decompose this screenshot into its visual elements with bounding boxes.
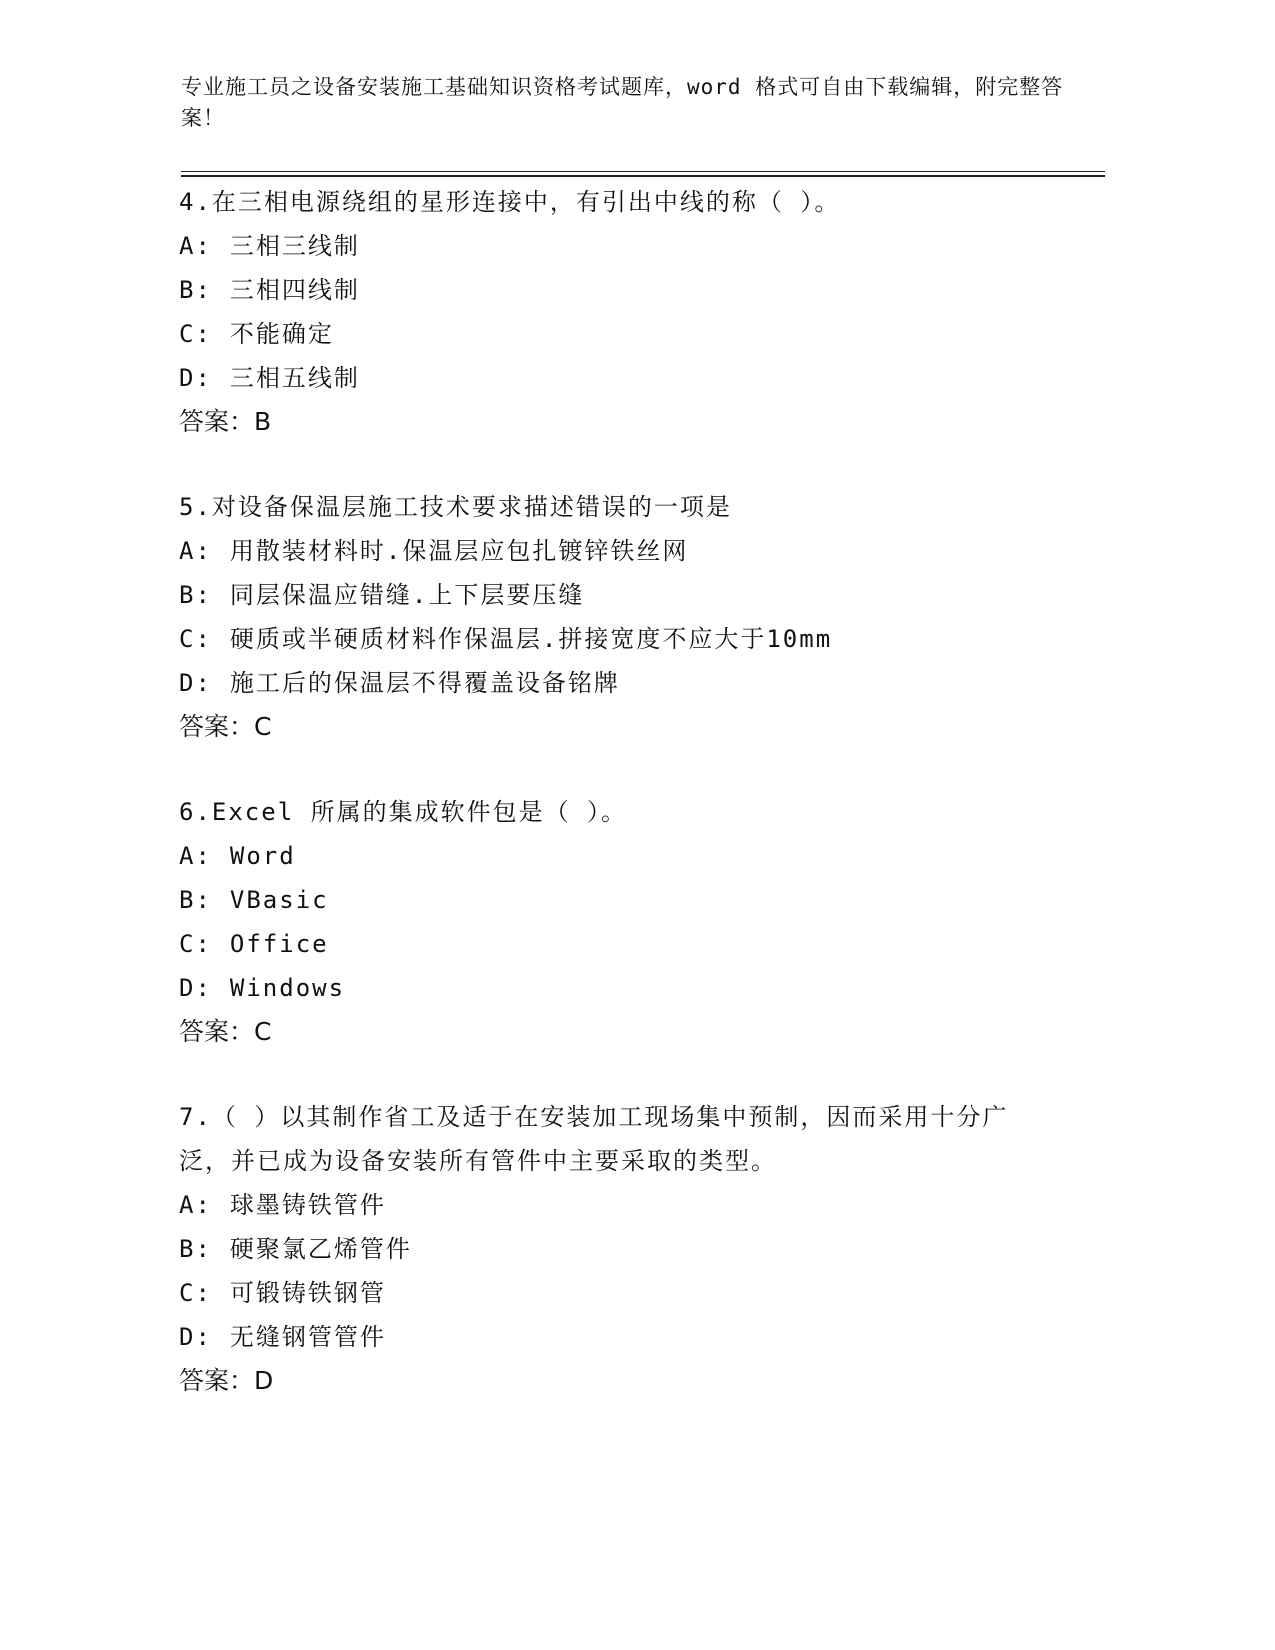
option-text: Office <box>229 930 329 958</box>
option-text: 硬质或半硬质材料作保温层.拼接宽度不应大于10mm <box>229 625 833 653</box>
option-b <box>179 878 1059 922</box>
question-stem: 6.Excel 所属的集成软件包是（ ）。 <box>179 798 628 826</box>
option-letter: C: <box>179 1279 212 1307</box>
option-letter: A: <box>179 537 212 565</box>
option-d <box>179 356 1059 400</box>
option-b <box>179 573 1059 617</box>
option-letter: C: <box>179 625 212 653</box>
question-stem: 7.（ ）以其制作省工及适于在安装加工现场集中预制，因而采用十分广泛，并已成为设备安装所有管件中主要采取的类型。 <box>179 1103 1009 1175</box>
answer-line: 答案：B <box>179 407 272 436</box>
document-header-text: 专业施工员之设备安装施工基础知识资格考试题库，word 格式可自由下载编辑，附完整答案！ <box>181 75 1064 130</box>
option-text: 用散装材料时.保温层应包扎镀锌铁丝网 <box>229 537 689 565</box>
option-letter: B: <box>179 886 212 914</box>
answer-line: 答案：D <box>179 1366 274 1395</box>
option-b <box>179 268 1059 312</box>
option-text: 三相三线制 <box>229 232 360 260</box>
option-a <box>179 1183 1059 1227</box>
option-letter: A: <box>179 232 212 260</box>
question-stem: 4.在三相电源绕组的星形连接中，有引出中线的称（ ）。 <box>179 188 841 216</box>
option-letter: D: <box>179 974 212 1002</box>
option-text: 三相五线制 <box>229 364 360 392</box>
option-text: 无缝钢管管件 <box>229 1323 386 1351</box>
option-letter: C: <box>179 930 212 958</box>
option-letter: B: <box>179 1235 212 1263</box>
option-c <box>179 922 1059 966</box>
question-5 <box>179 485 1059 749</box>
option-d <box>179 1315 1059 1359</box>
option-d <box>179 966 1059 1010</box>
header-divider-thick <box>181 175 1105 177</box>
option-text: Windows <box>229 974 346 1002</box>
option-d <box>179 661 1059 705</box>
question-stem: 5.对设备保温层施工技术要求描述错误的一项是 <box>179 493 732 521</box>
option-text: 不能确定 <box>229 320 334 348</box>
option-text: 球墨铸铁管件 <box>229 1191 386 1219</box>
answer-line: 答案：C <box>179 712 272 741</box>
header-divider-thin <box>181 171 1105 172</box>
option-a <box>179 224 1059 268</box>
option-c <box>179 617 1059 661</box>
option-letter: D: <box>179 669 212 697</box>
option-a <box>179 834 1059 878</box>
option-a <box>179 529 1059 573</box>
option-letter: B: <box>179 581 212 609</box>
option-text: Word <box>229 842 296 870</box>
option-text: 可锻铸铁钢管 <box>229 1279 386 1307</box>
option-letter: C: <box>179 320 212 348</box>
question-6 <box>179 790 1059 1054</box>
option-text: 三相四线制 <box>229 276 360 304</box>
option-letter: D: <box>179 364 212 392</box>
question-7 <box>179 1095 1059 1403</box>
option-letter: B: <box>179 276 212 304</box>
option-text: 硬聚氯乙烯管件 <box>229 1235 412 1263</box>
answer-line: 答案：C <box>179 1017 272 1046</box>
option-text: VBasic <box>229 886 329 914</box>
option-c <box>179 1271 1059 1315</box>
option-c <box>179 312 1059 356</box>
option-letter: A: <box>179 842 212 870</box>
option-letter: A: <box>179 1191 212 1219</box>
option-text: 施工后的保温层不得覆盖设备铭牌 <box>229 669 620 697</box>
option-text: 同层保温应错缝.上下层要压缝 <box>229 581 585 609</box>
question-4 <box>179 180 1059 444</box>
option-b <box>179 1227 1059 1271</box>
option-letter: D: <box>179 1323 212 1351</box>
